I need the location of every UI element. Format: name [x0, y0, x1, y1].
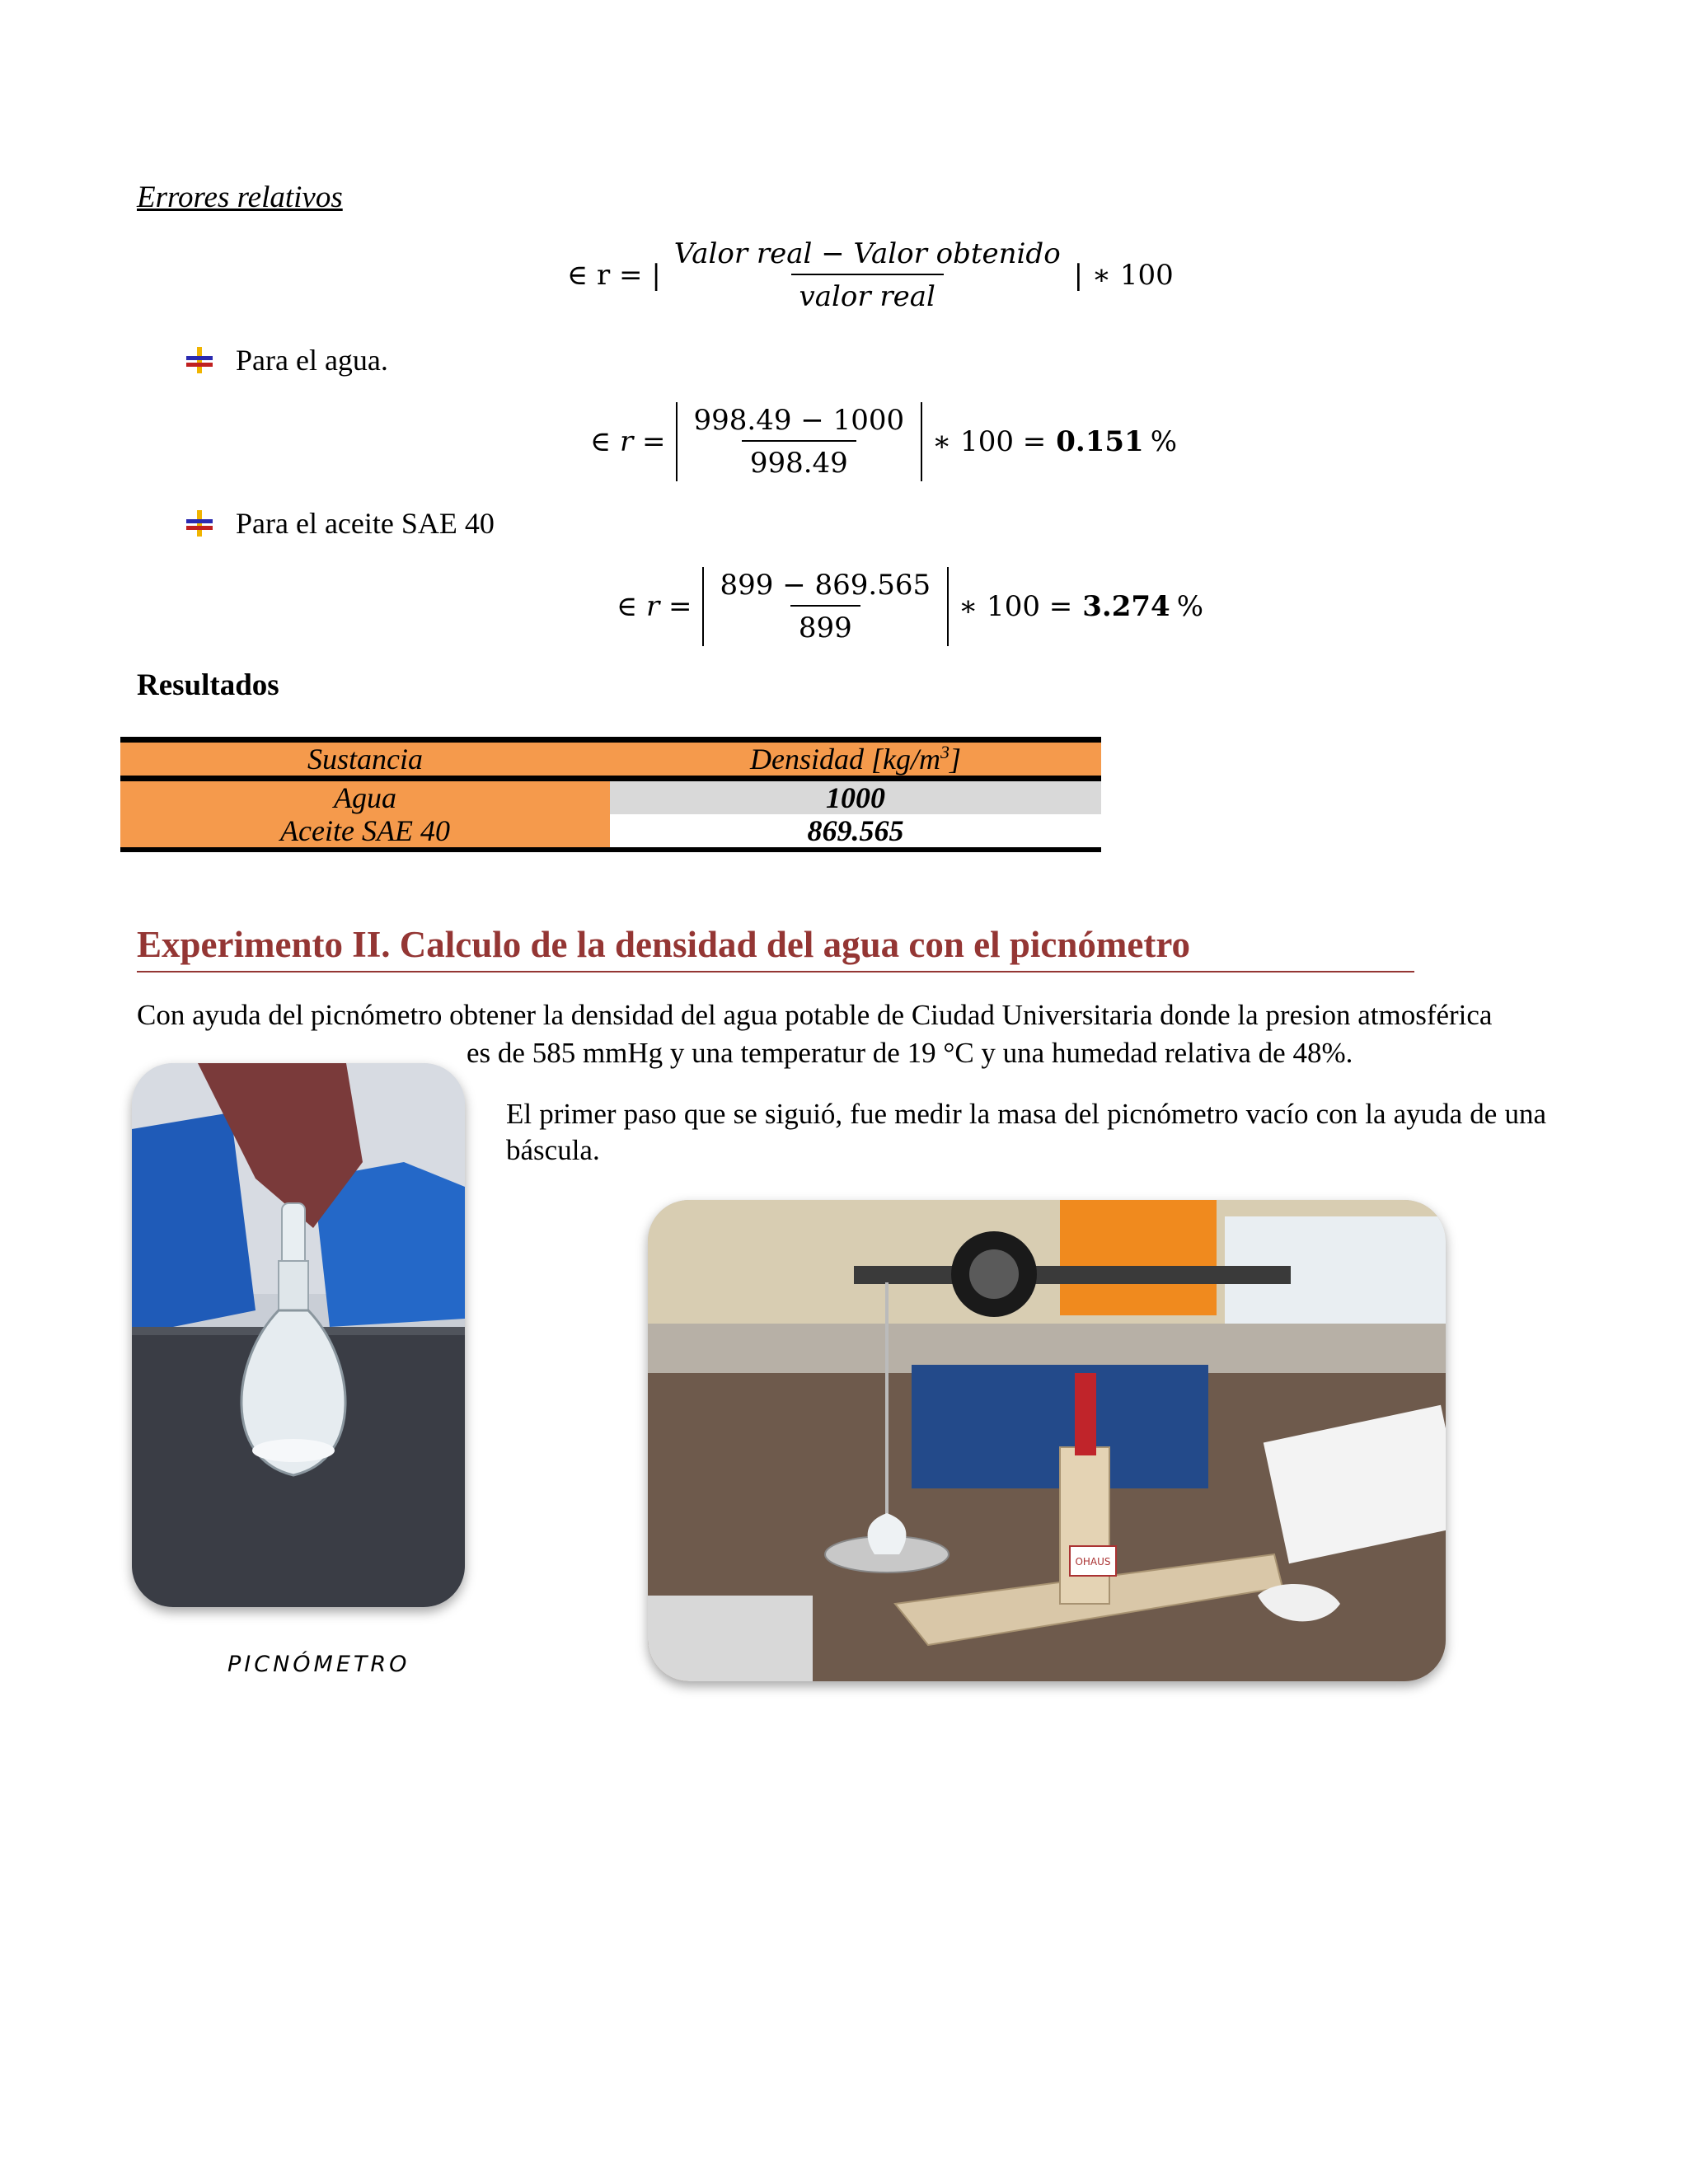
table-header-row [120, 740, 1101, 779]
picnometer-caption: PICNÓMETRO [227, 1652, 410, 1677]
step1-paragraph: El primer paso que se siguió, fue medir la masa del picnómetro vacío con la ayuda de una báscula. [506, 1098, 1546, 1166]
bullet-aceite [186, 506, 495, 541]
formula-fraction [666, 237, 1069, 313]
balance-photo [648, 1200, 1446, 1681]
calc-agua-unit: % [1150, 425, 1178, 458]
calc-agua-denominator: 998.49 [742, 440, 856, 480]
balance-image [648, 1200, 1446, 1681]
general-formula [567, 237, 1174, 313]
calc-aceite-lhs: ∈ r = [617, 590, 692, 623]
calc-agua-lhs: ∈ r = [590, 425, 666, 458]
bullet-agua-text: Para el agua. [236, 344, 388, 377]
balance-brand-label: OHAUS [1075, 1556, 1111, 1568]
cell-densidad: 1000 [610, 779, 1101, 815]
formula-denominator: valor real [791, 274, 944, 313]
calc-agua-fraction [686, 404, 913, 480]
calc-aceite-denominator: 899 [790, 605, 860, 644]
picnometer-image [132, 1063, 465, 1607]
results-table [120, 737, 1101, 852]
experiment-heading: Experimento II. Calculo de la densidad del agua con el picnómetro [137, 923, 1414, 972]
bullet-aceite-text: Para el aceite SAE 40 [236, 507, 495, 540]
bullet-agua [186, 343, 388, 377]
calc-agua-rhs: ∗ 100 = [932, 425, 1047, 458]
bullet-cross-icon [186, 510, 213, 537]
section-title-errores: Errores relativos [137, 180, 343, 214]
calc-agua [590, 402, 1177, 481]
picnometer-photo [132, 1063, 465, 1607]
calc-aceite-fraction [712, 569, 940, 644]
calc-aceite-numerator: 899 − 869.565 [720, 569, 931, 602]
table-row [120, 814, 1101, 850]
formula-numerator: Valor real − Valor obtenido [673, 237, 1061, 270]
cell-sustancia: Aceite SAE 40 [120, 814, 610, 850]
intro-line-1: Con ayuda del picnómetro obtener la densidad del agua potable de Ciudad Universitaria donde la presion atmosférica [137, 999, 1493, 1031]
calc-agua-result: 0.151 [1056, 425, 1144, 458]
calc-aceite [617, 567, 1203, 646]
calc-aceite-result: 3.274 [1082, 590, 1170, 623]
calc-aceite-rhs: ∗ 100 = [959, 590, 1073, 623]
formula-lhs: ∈ r = | [567, 259, 661, 292]
calc-aceite-unit: % [1176, 590, 1204, 623]
section-title-resultados: Resultados [137, 668, 279, 702]
table-row [120, 779, 1101, 815]
calc-agua-numerator: 998.49 − 1000 [693, 404, 905, 437]
bullet-cross-icon [186, 347, 213, 373]
cell-sustancia: Agua [120, 779, 610, 815]
cell-densidad: 869.565 [610, 814, 1101, 850]
header-sustancia: Sustancia [120, 740, 610, 779]
header-densidad: Densidad $[kg/m^3]$ [610, 740, 1101, 779]
formula-rhs: | ∗ 100 [1073, 259, 1174, 292]
intro-line-2: es de 585 mmHg y una temperatur de 19 °C y una humedad relativa de 48%. [467, 1037, 1353, 1069]
